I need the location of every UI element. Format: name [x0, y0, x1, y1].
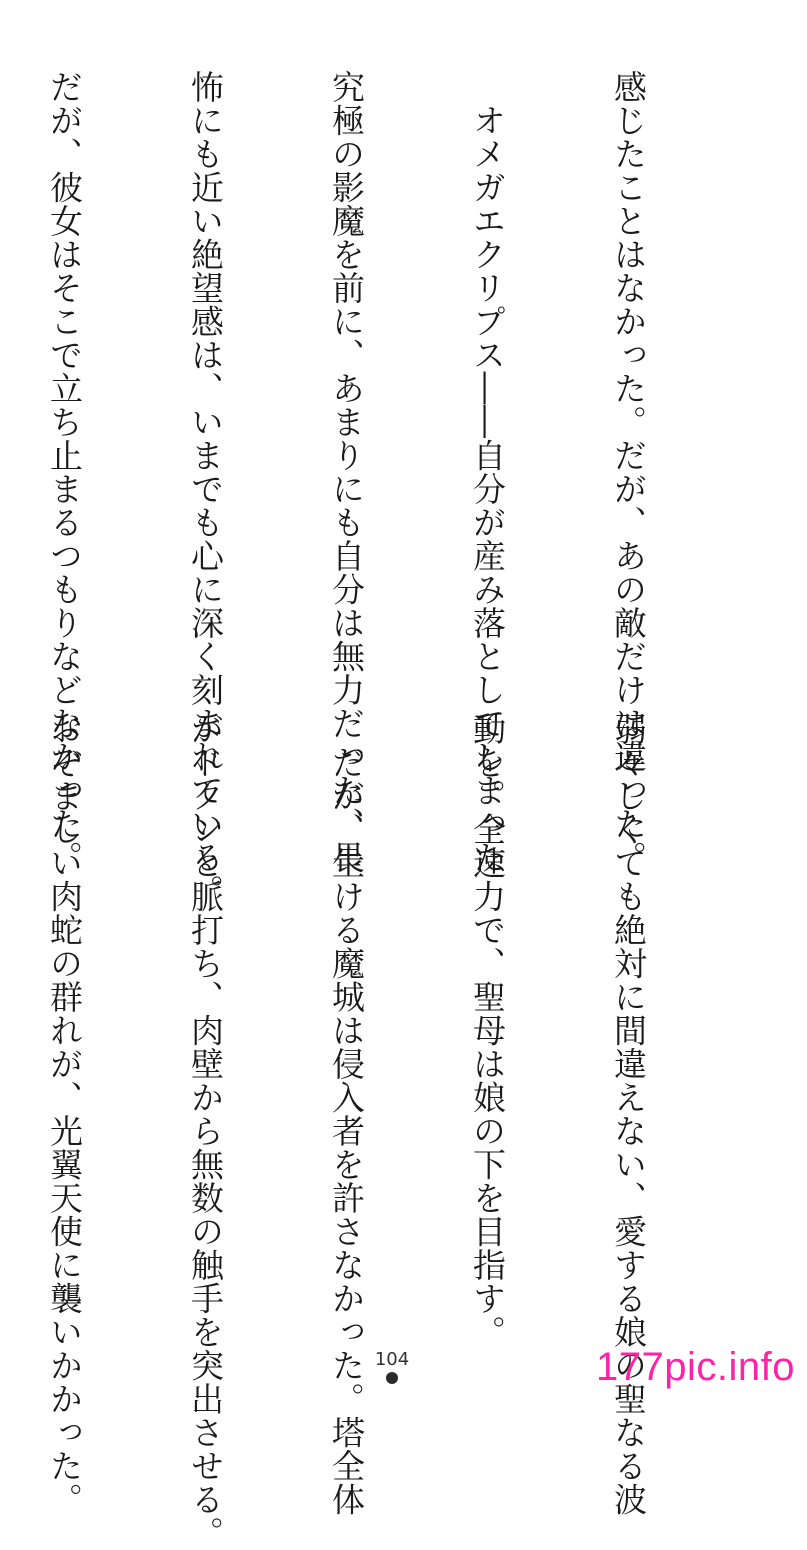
text-line: 感じたことはなかった。だが、あの敵だけは違った。	[609, 70, 648, 874]
page-marker-dot	[386, 1372, 398, 1384]
text-line: 弱々しくても絶対に間違えない、愛する娘の聖なる波	[609, 712, 648, 1516]
text-line: オメガエクリプス――自分が産み落としてしまった	[468, 70, 507, 874]
text-line: だが、彼女はそこで立ち止まるつもりなどなかった。	[45, 70, 84, 874]
watermark: 177pic.info	[596, 1345, 795, 1389]
text-block-top	[45, 70, 746, 908]
text-line: 怖にも近い絶望感は、いまでも心に深く刻まれている。	[186, 70, 225, 908]
page-number: 104	[374, 1349, 410, 1370]
text-line: がドクンと脈打ち、肉壁から無数の触手を突出させる。	[186, 712, 225, 1550]
text-line: 究極の影魔を前に、あまりにも自分は無力だった、畏	[327, 70, 366, 874]
text-line: 動を。全速力で、聖母は娘の下を目指す。	[468, 712, 507, 1349]
text-line: おぞましい肉蛇の群れが、光翼天使に襲いかかった。	[45, 712, 84, 1516]
text-line: だが、生ける魔城は侵入者を許さなかった。塔全体	[327, 712, 366, 1516]
